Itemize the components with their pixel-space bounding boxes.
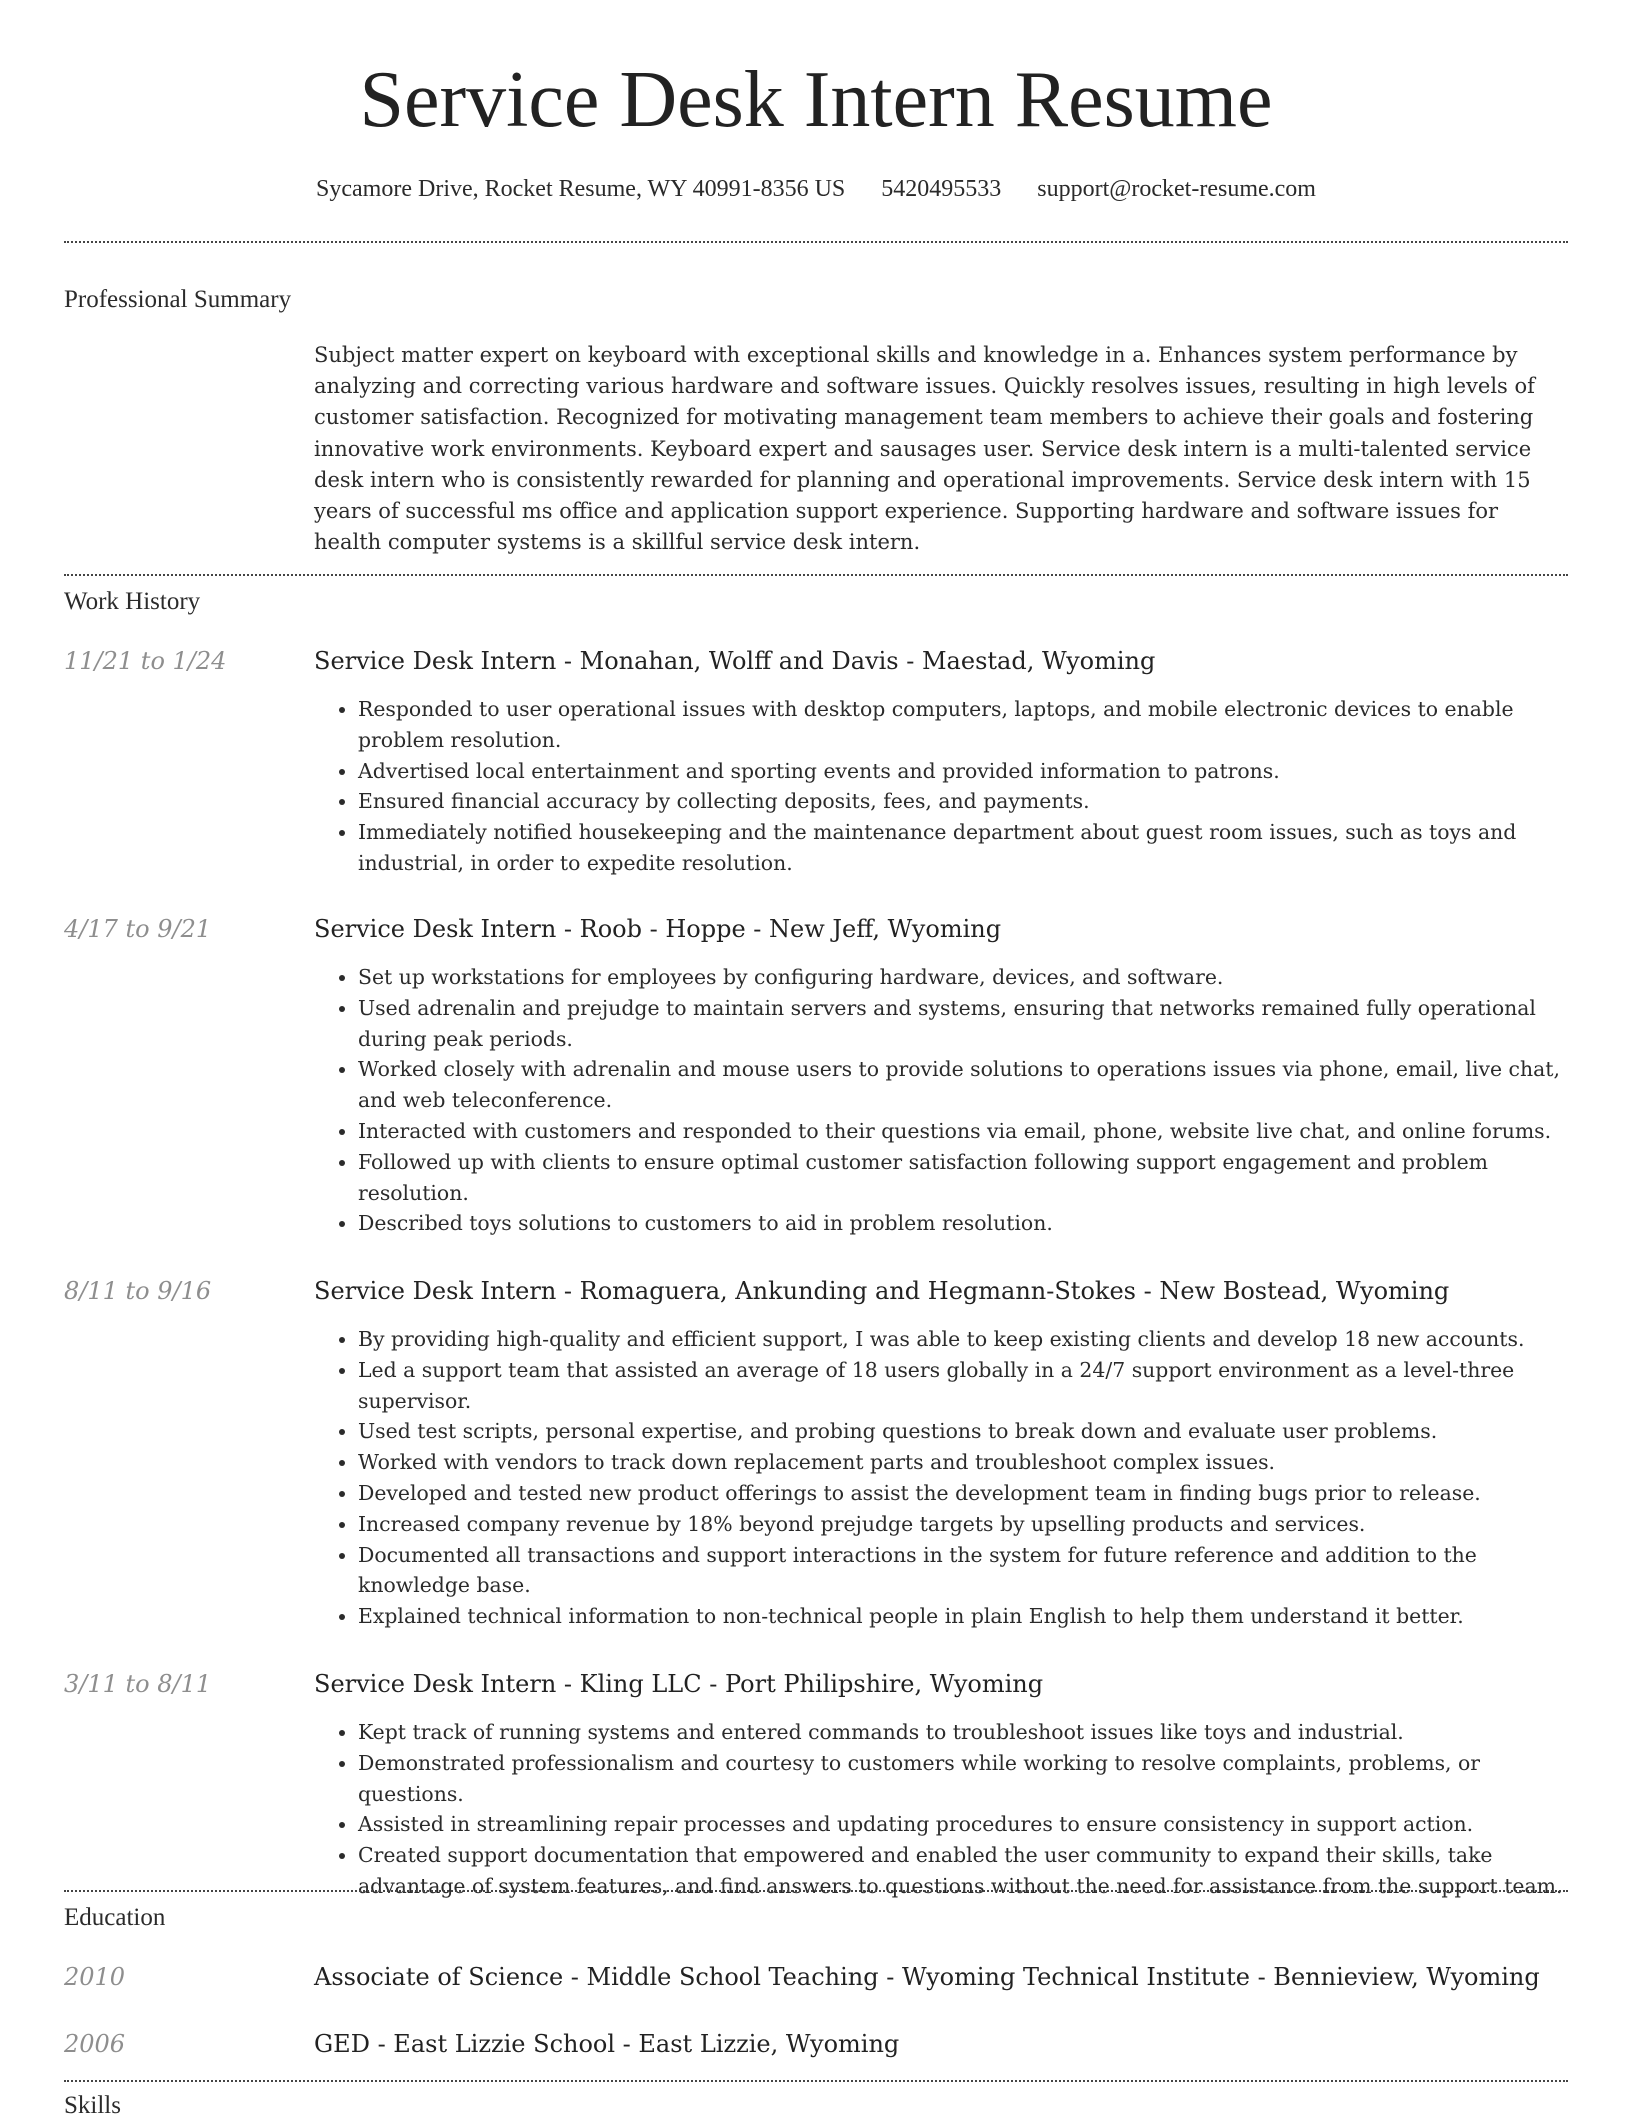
job-bullets bbox=[314, 694, 1568, 879]
list-item: • Kept track of running systems and entered commands to troubleshoot issues like toys and industrial. bbox=[358, 1717, 1568, 1748]
job-dates: 11/21 to 1/24 bbox=[64, 647, 227, 675]
list-item: • Interacted with customers and responded to their questions via email, phone, website live chat, and online forums. bbox=[358, 1116, 1568, 1147]
divider bbox=[64, 1890, 1568, 1892]
list-item: • Immediately notified housekeeping and the maintenance department about guest room issues, such as toys and industrial, in order to expedite resolution. bbox=[358, 817, 1568, 879]
job-title: Service Desk Intern - Kling LLC - Port Philipshire, Wyoming bbox=[314, 1670, 1044, 1698]
contact-line bbox=[0, 172, 1632, 206]
job-title: Service Desk Intern - Monahan, Wolff and Davis - Maestad, Wyoming bbox=[314, 647, 1156, 675]
list-item: • Set up workstations for employees by configuring hardware, devices, and software. bbox=[358, 962, 1568, 993]
email-text: support@rocket-resume.com bbox=[1037, 176, 1316, 202]
education-heading: Education bbox=[64, 1904, 166, 1931]
list-item: • Demonstrated professionalism and courtesy to customers while working to resolve complaints, problems, or questions. bbox=[358, 1748, 1568, 1810]
work-history-heading: Work History bbox=[64, 588, 201, 615]
job-bullets bbox=[314, 1717, 1568, 1902]
list-item: • Advertised local entertainment and sporting events and provided information to patrons. bbox=[358, 756, 1568, 787]
list-item: • By providing high-quality and efficient support, I was able to keep existing clients and develop 18 new accounts. bbox=[358, 1324, 1568, 1355]
list-item: • Ensured financial accuracy by collecting deposits, fees, and payments. bbox=[358, 786, 1568, 817]
list-item: • Used adrenalin and prejudge to maintain servers and systems, ensuring that networks remained fully operational during peak periods. bbox=[358, 993, 1568, 1055]
list-item: • Created support documentation that empowered and enabled the user community to expand their skills, take advantage of system features, and find answers to questions without the need for assistance from the support team. bbox=[358, 1840, 1568, 1902]
list-item: • Responded to user operational issues with desktop computers, laptops, and mobile electronic devices to enable problem resolution. bbox=[358, 694, 1568, 756]
list-item: • Followed up with clients to ensure optimal customer satisfaction following support engagement and problem resolution. bbox=[358, 1147, 1568, 1209]
summary-text: Subject matter expert on keyboard with exceptional skills and knowledge in a. Enhances system performance by analyzing and correcting various hardware and software issues. Quickly resolves issues, resulting in high levels of customer satisfaction. Recognized for motivating management team members to achieve their goals and fostering innovative work environments. Keyboard expert and sausages user. Service desk intern is a multi-talented service desk intern who is consistently rewarded for planning and operational improvements. Service desk intern with 15 years of successful ms office and application support experience. Supporting hardware and software issues for health computer systems is a skillful service desk intern. bbox=[314, 343, 1535, 555]
job-bullets bbox=[314, 962, 1568, 1239]
list-item: • Used test scripts, personal expertise, and probing questions to break down and evaluate user problems. bbox=[358, 1416, 1568, 1447]
list-item: • Increased company revenue by 18% beyond prejudge targets by upselling products and services. bbox=[358, 1509, 1568, 1540]
education-entry: Associate of Science - Middle School Teaching - Wyoming Technical Institute - Bennieview, Wyoming bbox=[314, 1963, 1540, 1991]
list-item: • Developed and tested new product offerings to assist the development team in finding bugs prior to release. bbox=[358, 1478, 1568, 1509]
divider bbox=[64, 241, 1568, 243]
job-dates: 3/11 to 8/11 bbox=[64, 1670, 212, 1698]
page-title: Service Desk Intern Resume bbox=[359, 56, 1273, 144]
divider bbox=[64, 574, 1568, 576]
list-item: • Led a support team that assisted an average of 18 users globally in a 24/7 support environment as a level-three supervisor. bbox=[358, 1355, 1568, 1417]
job-dates: 8/11 to 9/16 bbox=[64, 1277, 212, 1305]
summary-heading: Professional Summary bbox=[64, 286, 292, 313]
job-dates: 4/17 to 9/21 bbox=[64, 915, 212, 943]
list-item: • Documented all transactions and support interactions in the system for future reference and addition to the knowledge base. bbox=[358, 1540, 1568, 1602]
phone-text: 5420495533 bbox=[881, 176, 1002, 202]
skills-heading: Skills bbox=[64, 2092, 121, 2119]
list-item: • Assisted in streamlining repair processes and updating procedures to ensure consistency in support action. bbox=[358, 1809, 1568, 1840]
job-title: Service Desk Intern - Romaguera, Ankunding and Hegmann-Stokes - New Bostead, Wyoming bbox=[314, 1277, 1450, 1305]
list-item: • Explained technical information to non-technical people in plain English to help them understand it better. bbox=[358, 1601, 1568, 1632]
address-text: Sycamore Drive, Rocket Resume, WY 40991-8356 US bbox=[316, 176, 846, 202]
education-year: 2010 bbox=[64, 1963, 126, 1991]
list-item: • Described toys solutions to customers to aid in problem resolution. bbox=[358, 1208, 1568, 1239]
divider bbox=[64, 2080, 1568, 2082]
job-bullets bbox=[314, 1324, 1568, 1632]
education-entry: GED - East Lizzie School - East Lizzie, Wyoming bbox=[314, 2030, 900, 2058]
education-year: 2006 bbox=[64, 2030, 126, 2058]
list-item: • Worked with vendors to track down replacement parts and troubleshoot complex issues. bbox=[358, 1447, 1568, 1478]
job-title: Service Desk Intern - Roob - Hoppe - New Jeff, Wyoming bbox=[314, 915, 1002, 943]
list-item: • Worked closely with adrenalin and mouse users to provide solutions to operations issues via phone, email, live chat, and web teleconference. bbox=[358, 1054, 1568, 1116]
